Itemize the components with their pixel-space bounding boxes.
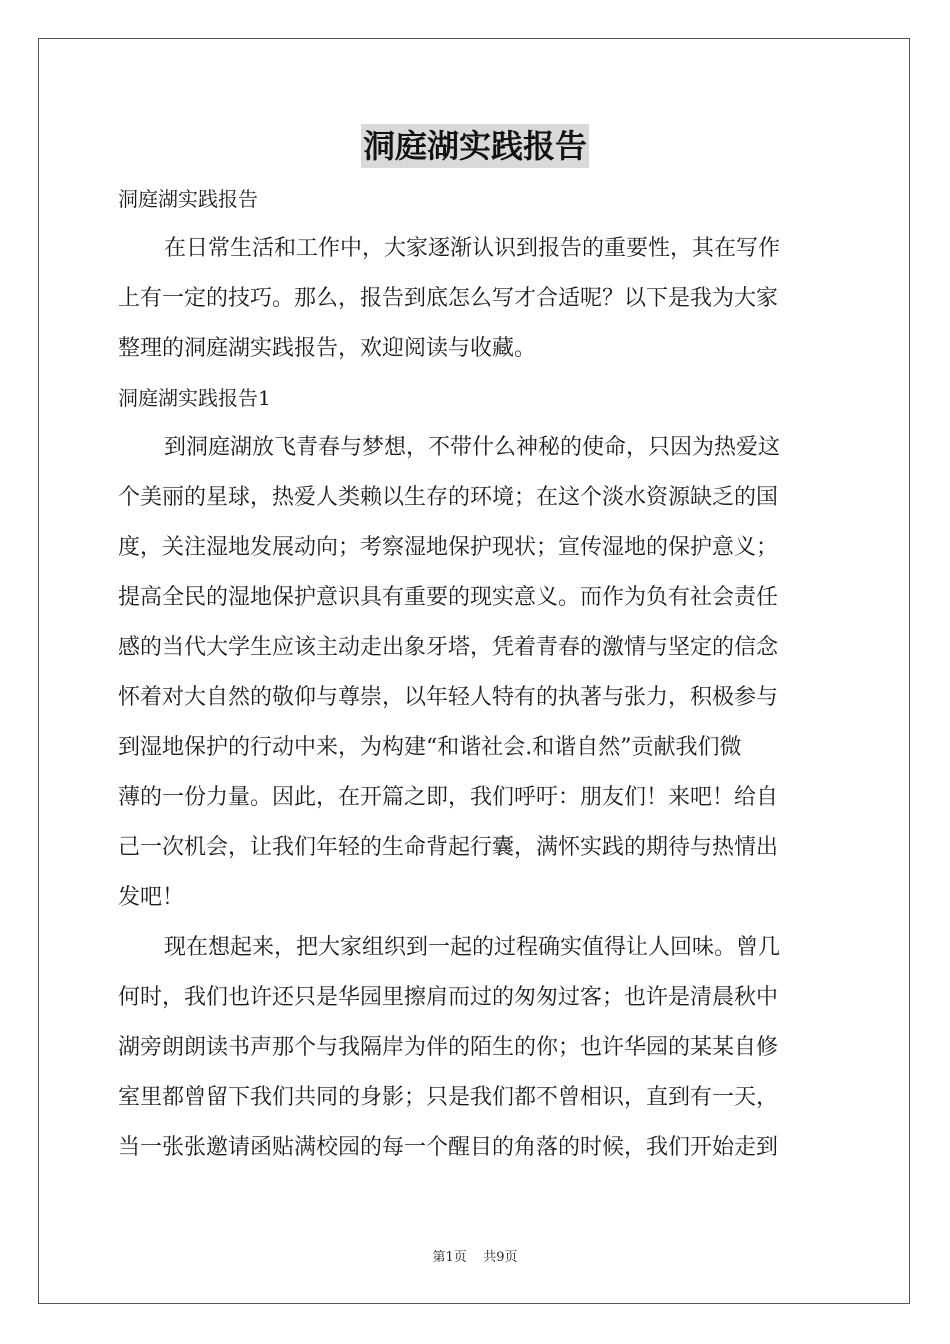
paragraph-line: 怀着对大自然的敬仰与尊崇，以年轻人特有的执著与张力，积极参与 <box>118 685 779 710</box>
paragraph-line: 度，关注湿地发展动向；考察湿地保护现状；宣传湿地的保护意义； <box>118 535 779 560</box>
section-heading: 洞庭湖实践报告1 <box>118 386 271 410</box>
paragraph-line: 室里都曾留下我们共同的身影；只是我们都不曾相识，直到有一天， <box>118 1085 779 1110</box>
title-container <box>0 124 950 168</box>
document-subtitle: 洞庭湖实践报告 <box>118 187 258 211</box>
paragraph-line: 在日常生活和工作中，大家逐渐认识到报告的重要性，其在写作 <box>164 236 781 261</box>
paragraph-line: 整理的洞庭湖实践报告，欢迎阅读与收藏。 <box>118 336 537 361</box>
paragraph-line: 感的当代大学生应该主动走出象牙塔，凭着青春的激情与坚定的信念 <box>118 635 779 660</box>
paragraph-line: 上有一定的技巧。那么，报告到底怎么写才合适呢？以下是我为大家 <box>118 286 779 311</box>
paragraph-line: 个美丽的星球，热爱人类赖以生存的环境；在这个淡水资源缺乏的国 <box>118 485 779 510</box>
paragraph-line: 提高全民的湿地保护意识具有重要的现实意义。而作为负有社会责任 <box>118 585 779 610</box>
paragraph-line: 何时，我们也许还只是华园里擦肩而过的匆匆过客；也许是清晨秋中 <box>118 985 779 1010</box>
paragraph-line: 当一张张邀请函贴满校园的每一个醒目的角落的时候，我们开始走到 <box>118 1135 779 1160</box>
paragraph-line: 湖旁朗朗读书声那个与我隔岸为伴的陌生的你；也许华园的某某自修 <box>118 1035 779 1060</box>
document-title: 洞庭湖实践报告 <box>361 124 589 168</box>
paragraph-line: 薄的一份力量。因此，在开篇之即，我们呼吁：朋友们！来吧！给自 <box>118 785 779 810</box>
paragraph-line: 到湿地保护的行动中来，为构建“和谐社会.和谐自然”贡献我们微 <box>118 735 742 760</box>
paragraph-line: 现在想起来，把大家组织到一起的过程确实值得让人回味。曾几 <box>164 935 781 960</box>
paragraph-line: 到洞庭湖放飞青春与梦想，不带什么神秘的使命，只因为热爱这 <box>164 435 781 460</box>
page-number: 第1页 <box>432 1250 467 1265</box>
page-footer <box>0 1246 950 1265</box>
page-border <box>38 38 910 1304</box>
paragraph-line: 己一次机会，让我们年轻的生命背起行囊，满怀实践的期待与热情出 <box>118 835 779 860</box>
page-total: 共9页 <box>483 1250 518 1265</box>
paragraph-line: 发吧！ <box>118 885 185 910</box>
